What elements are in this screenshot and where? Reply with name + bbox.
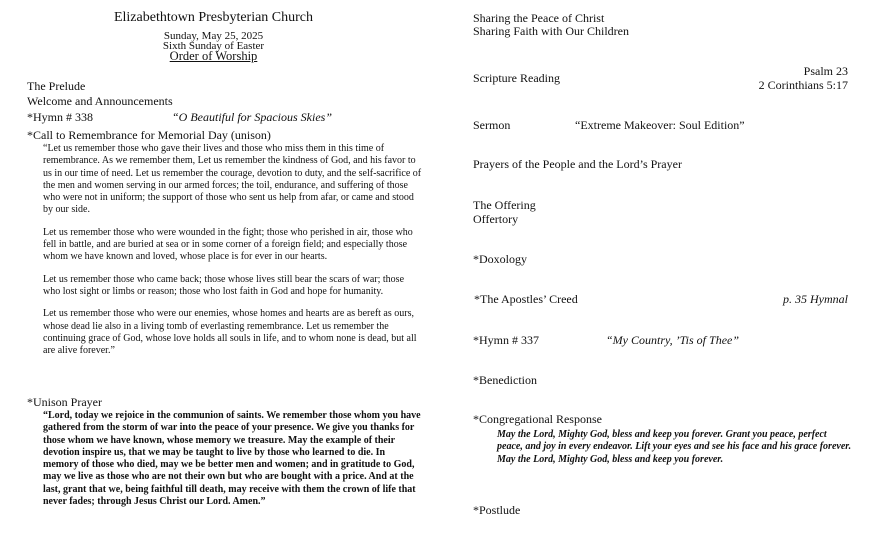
prelude: The Prelude [27,79,86,93]
welcome-announcements: Welcome and Announcements [27,94,173,108]
sharing-peace: Sharing the Peace of Christ [473,11,605,25]
prayers-of-people: Prayers of the People and the Lord’s Prayer [473,157,682,171]
service-date: Sunday, May 25, 2025 [163,30,264,42]
unison-prayer-text: “Lord, today we rejoice in the communion of saints. We remember those whom you have gathered from the storm of war into the peace of your presence. We give you thanks for those whom we have known, whose memory we treasure. May the example of their devotion inspire us, that we may be taught to live by those who learned to die. In memory of those who died, may we be better men and women; and in gratitude to God, may we live as those who are not their own but who are bought with a price. And at the last, grant that we, being faithful till death, may receive with them the crown of life that never fades; through Jesus Christ our Lord. Amen.” [43,410,421,508]
hymn-337-title: “My Country, ’Tis of Thee” [606,333,740,347]
scripture-corinthians: 2 Corinthians 5:17 [758,78,848,92]
sermon-title: “Extreme Makeover: Soul Edition” [575,118,745,132]
remembrance-litany [43,143,423,367]
hymn-338-title: “O Beautiful for Spacious Skies” [172,110,332,124]
apostles-creed: *The Apostles’ Creed [474,292,578,306]
call-to-remembrance-title: *Call to Remembrance for Memorial Day (unison) [27,128,271,142]
litany-paragraph: Let us remember those who came back; those whose lives still bear the scars of war; those who lost sight or limbs or reason; those who lost faith in God and hope for humanity. [43,273,405,297]
creed-hymnal-page: p. 35 Hymnal [783,292,848,306]
litany-paragraph: Let us remember those who were our enemies, whose homes and hearts are as bereft as ours, whose dead lie also in a living tomb of everlasting remembrance. Let us remember the continuing grace of God, whose love holds all souls in life, and to whom none is dead, but all are alive forever.” [43,308,417,357]
unison-prayer-title: *Unison Prayer [27,395,102,409]
litany-paragraph: Let us remember those who were wounded in the fight; those who perished in air, those who fell in battle, and are buried at sea or in some corner of a foreign field; and especially those whom we have known and loved, whose place is for ever in our hearts. [43,226,413,263]
hymn-337-label: *Hymn # 337 [473,333,539,347]
sharing-faith-children: Sharing Faith with Our Children [473,24,629,38]
scripture-reading: Scripture Reading [473,71,560,85]
hymn-338-label: *Hymn # 338 [27,110,93,124]
congregational-response-text: May the Lord, Mighty God, bless and keep you forever. Grant you peace, perfect peace, and joy in every endeavor. Lift your eyes and see his face and his grace forever. May the Lord, Mighty God, bless and keep you forever. [497,429,852,465]
order-of-worship-title: Order of Worship [169,49,258,63]
liturgical-sunday: Sixth Sunday of Easter [162,40,265,52]
doxology: *Doxology [473,252,527,266]
scripture-psalm: Psalm 23 [803,64,848,78]
benediction: *Benediction [473,373,537,387]
postlude: *Postlude [473,503,521,517]
congregational-response-title: *Congregational Response [473,412,602,426]
offertory: Offertory [473,212,519,226]
sermon-label: Sermon [473,118,511,132]
church-name: Elizabethtown Presbyterian Church [113,10,314,25]
litany-paragraph: “Let us remember those who gave their lives and those who miss them in this time of remembrance. As we remember them, Let us remember the kindness of God, and his favor to us in our time of need. Let us remember the courage, devotion to duty, and the self-sacrifice of the men and women serving in our armed forces; the toil, endurance, and suffering of those who were not in uniform; the support of those who sent us help from afar, or came and stood by our side. [43,143,422,216]
offering: The Offering [473,198,536,212]
